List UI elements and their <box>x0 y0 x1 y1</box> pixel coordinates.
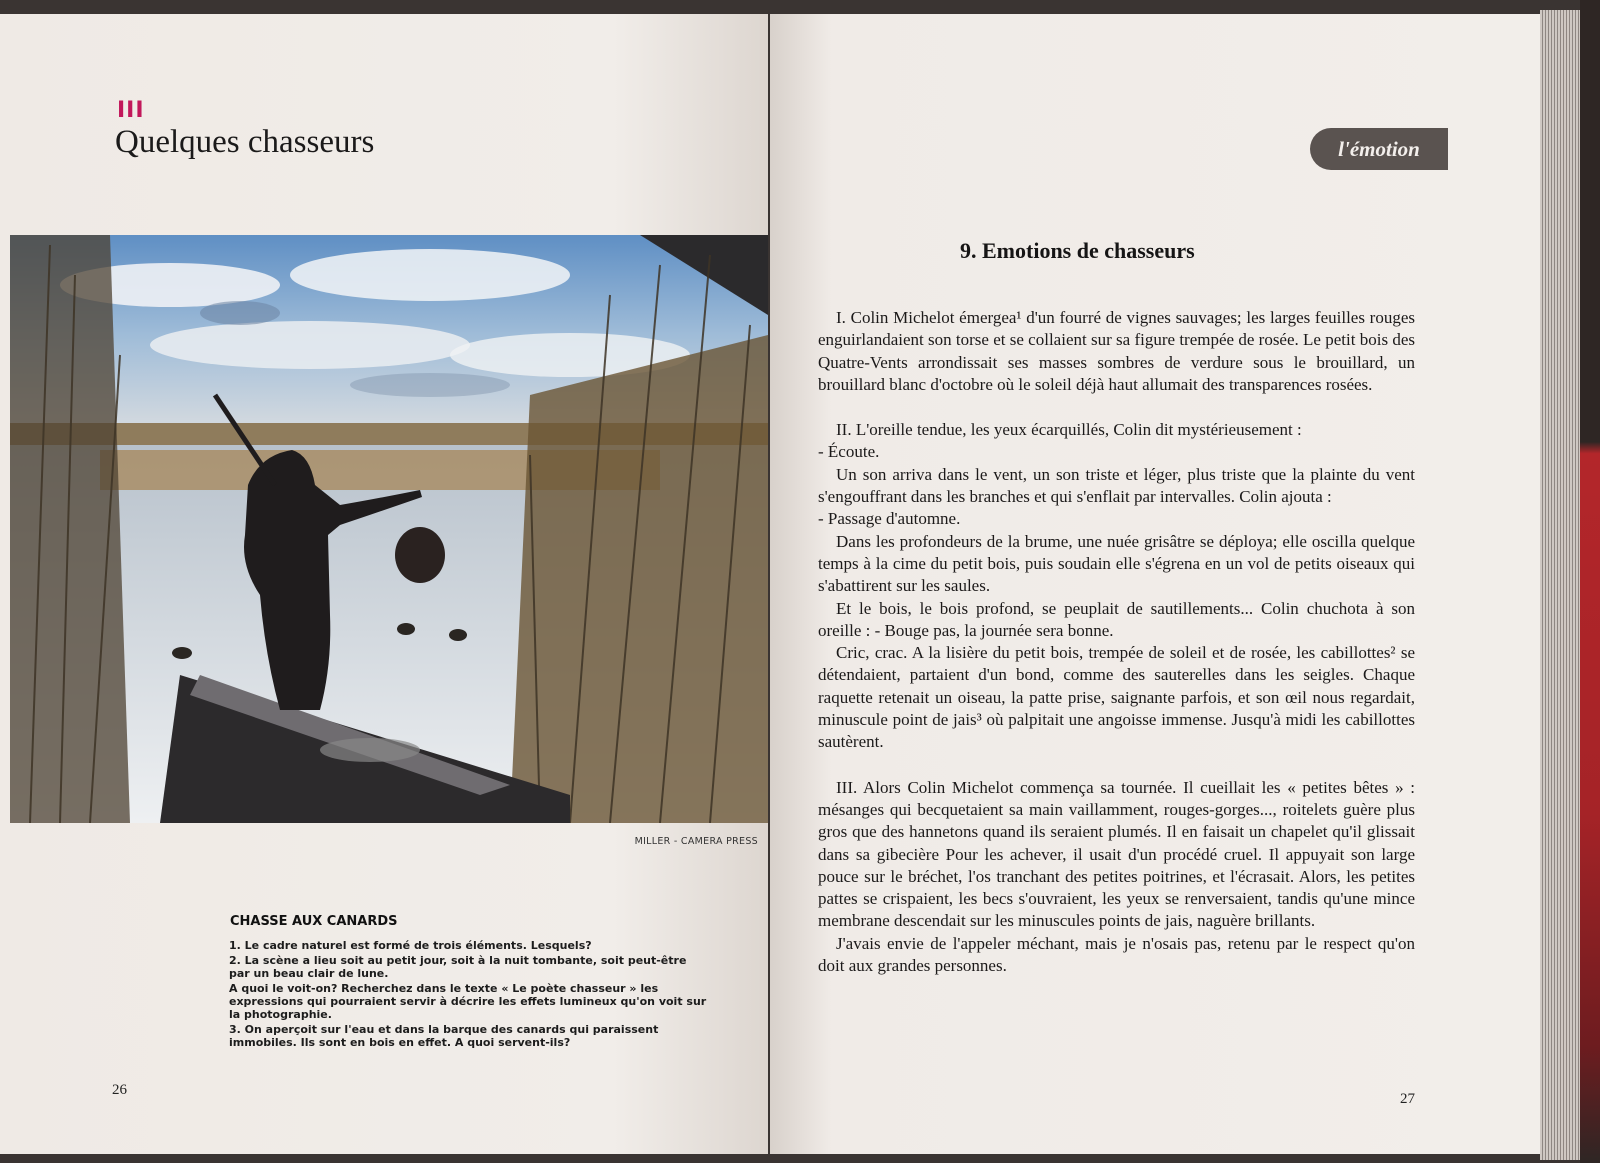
theme-tag: l'émotion <box>1310 128 1448 170</box>
paragraph-6: Dans les profondeurs de la brume, une nuée grisâtre se déploya; elle oscilla quelque temps à la cime du petit bois, puis soudain elle s'égrena en un vol de petits oiseaux qui s'abattirent sur les saules. <box>818 531 1415 596</box>
paragraph-2: II. L'oreille tendue, les yeux écarquillés, Colin dit mystérieusement : <box>836 420 1302 440</box>
duck-hunting-photo <box>10 235 768 823</box>
caption-title: CHASSE AUX CANARDS <box>230 914 398 929</box>
question-2b: A quoi le voit-on? Recherchez dans le texte « Le poète chasseur » les expressions qui pourraient servir à décrire les effets lumineux qu'on voit sur la photographie. <box>229 982 707 1021</box>
left-page <box>0 14 768 1154</box>
section-title: Quelques chasseurs <box>115 124 375 160</box>
paragraph-3: - Écoute. <box>818 442 880 462</box>
question-3: 3. On aperçoit sur l'eau et dans la barque des canards qui paraissent immobiles. Ils sont en bois en effet. A quoi servent-ils? <box>229 1023 659 1049</box>
right-page <box>770 14 1540 1154</box>
paragraph-5: - Passage d'automne. <box>818 509 961 529</box>
book-cover-edge <box>1580 0 1600 1163</box>
question-list <box>229 939 707 1051</box>
paragraph-7: Et le bois, le bois profond, se peuplait de sautillements... Colin chuchota à son oreille : - Bouge pas, la journée sera bonne. <box>818 598 1415 640</box>
paragraph-8: Cric, crac. A la lisière du petit bois, trempée de soleil et de rosée, les cabillottes² se détendaient, partaient d'un bond, comme des sauterelles dans les seigles. Chaque raquette retenait un oiseau, la patte prise, saignante parfois, et son œil nous regardait, minuscule point de jais³ où palpitait une angoisse immense. Jusqu'à midi les cabillottes sautèrent. <box>818 643 1415 752</box>
page-number-right: 27 <box>1400 1091 1415 1107</box>
article-title: 9. Emotions de chasseurs <box>960 238 1195 263</box>
photo-credit: MILLER - CAMERA PRESS <box>634 836 758 847</box>
chapter-number: III <box>117 98 145 123</box>
article-body <box>818 307 1415 977</box>
question-1: 1. Le cadre naturel est formé de trois éléments. Lesquels? <box>229 939 592 952</box>
paragraph-4: Un son arriva dans le vent, un son triste et léger, plus triste que la plainte du vent s'engouffrant dans les branches et qui s'enflait par intervalles. Colin ajouta : <box>818 464 1415 507</box>
page-number-left: 26 <box>112 1082 127 1098</box>
page-edges <box>1540 10 1580 1160</box>
question-2: 2. La scène a lieu soit au petit jour, soit à la nuit tombante, soit peut-être par un beau clair de lune. <box>229 954 687 980</box>
paragraph-1: I. Colin Michelot émergea¹ d'un fourré de vignes sauvages; les larges feuilles rouges enguirlandaient son torse et se collaient sur sa figure trempée de rosée. Le petit bois des Quatre-Vents arrondissait ses masses sombres de verdure sous le brouillard, un brouillard blanc d'octobre où le soleil déjà haut allumait des transparences rosées. <box>818 308 1415 394</box>
paragraph-9: III. Alors Colin Michelot commença sa tournée. Il cueillait les « petites bêtes » : mésanges qui becquetaient sa main vaillamment, rouges-gorges..., roitelets guère plus gros que des hannetons quand ils seraient plumés. Il en faisait un chapelet qu'il glissait dans sa gibecière Pour les achever, il usait d'un procédé cruel. Il appuyait son large pouce sur le bréchet, l'os tranchant des petites poitrines, et l'écrasait. Alors, les petites pattes se crispaient, les becs s'ouvraient, les yeux se renversaient, tandis qu'une mince membrane descendait sur les minuscules points de jais, naguère brillants. <box>818 777 1415 931</box>
paragraph-10: J'avais envie de l'appeler méchant, mais je n'osais pas, retenu par le respect qu'on doit aux grandes personnes. <box>818 933 1415 976</box>
